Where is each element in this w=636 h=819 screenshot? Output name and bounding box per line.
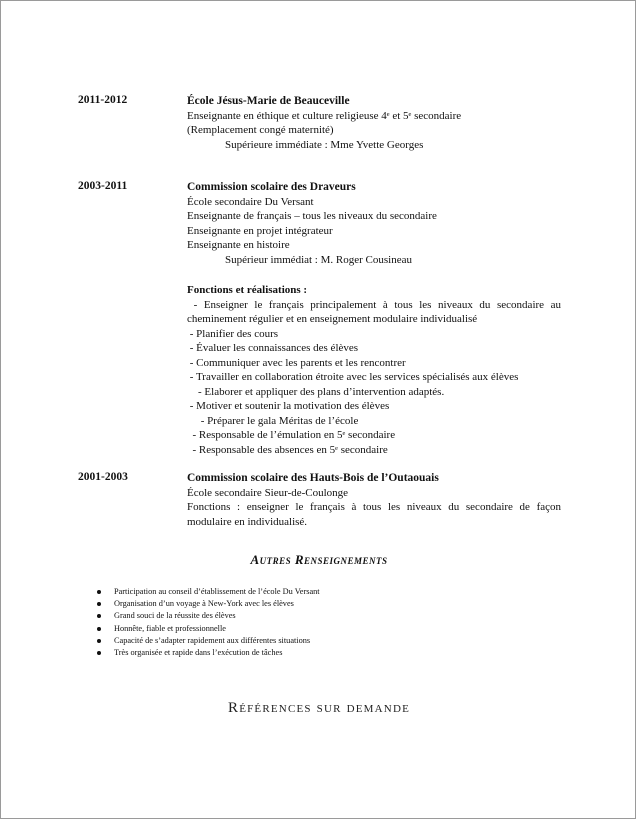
function-item: - Communiquer avec les parents et les rencontrer bbox=[187, 356, 406, 369]
function-item: - Travailler en collaboration étroite avec les services spécialisés aux élèves bbox=[187, 371, 519, 383]
experience-line: École secondaire Du Versant bbox=[187, 195, 314, 208]
experience-organization: Commission scolaire des Hauts-Bois de l’Outaouais bbox=[187, 472, 439, 484]
experience-organization: École Jésus-Marie de Beauceville bbox=[187, 95, 350, 107]
function-item: - Motiver et soutenir la motivation des élèves bbox=[187, 400, 390, 412]
experience-supervisor: Supérieure immédiate : Mme Yvette Georges bbox=[225, 138, 424, 151]
function-item: - Planifier des cours bbox=[187, 327, 279, 340]
section-title-other-info: Autres Renseignements bbox=[250, 552, 388, 567]
experience-years: 2003-2011 bbox=[78, 180, 128, 192]
experience-years: 2011-2012 bbox=[78, 94, 128, 106]
bullet-icon bbox=[97, 627, 101, 631]
bullet-icon bbox=[97, 602, 101, 606]
function-item: - Responsable des absences en 5ᵉ secondaire bbox=[187, 443, 388, 456]
experience-line: Enseignante en projet intégrateur bbox=[187, 224, 333, 237]
experience-line: Enseignante en éthique et culture religieuse 4ᵉ et 5ᵉ secondaire bbox=[187, 109, 462, 122]
function-item: - Préparer le gala Méritas de l’école bbox=[187, 414, 359, 427]
list-item: Très organisée et rapide dans l’exécution de tâches bbox=[97, 647, 320, 659]
experience-supervisor: Supérieur immédiat : M. Roger Cousineau bbox=[225, 253, 412, 266]
bullet-icon bbox=[97, 614, 101, 618]
function-item: - Elaborer et appliquer des plans d’intervention adaptés. bbox=[187, 385, 445, 398]
experience-organization: Commission scolaire des Draveurs bbox=[187, 181, 356, 193]
list-item: Participation au conseil d’établissement de l’école Du Versant bbox=[97, 586, 320, 598]
references-note: Références sur demande bbox=[227, 700, 411, 716]
experience-line: Enseignante de français – tous les niveaux du secondaire bbox=[187, 210, 437, 222]
list-item: Honnête, fiable et professionnelle bbox=[97, 623, 320, 635]
function-item: - Responsable de l’émulation en 5ᵉ secondaire bbox=[187, 429, 396, 441]
bullet-icon bbox=[97, 651, 101, 655]
other-info-list bbox=[97, 586, 320, 659]
bullet-icon bbox=[97, 590, 101, 594]
experience-line: (Remplacement congé maternité) bbox=[187, 124, 334, 136]
experience-line: Enseignante en histoire bbox=[187, 239, 290, 251]
functions-title: Fonctions et réalisations : bbox=[187, 284, 308, 296]
list-item: Organisation d’un voyage à New-York avec les élèves bbox=[97, 598, 320, 610]
experience-years: 2001-2003 bbox=[78, 471, 128, 483]
function-item: - Enseigner le français principalement à tous les niveaux du secondaire au cheminement régulier et en enseignement modulaire individualisé bbox=[187, 298, 564, 325]
experience-line: Fonctions : enseigner le français à tous les niveaux du secondaire de façon modulaire en individualisé. bbox=[187, 501, 561, 528]
function-item: - Évaluer les connaissances des élèves bbox=[187, 342, 359, 354]
list-item: Capacité de s’adapter rapidement aux différentes situations bbox=[97, 635, 320, 647]
experience-line: École secondaire Sieur-de-Coulonge bbox=[187, 486, 349, 499]
bullet-icon bbox=[97, 639, 101, 643]
list-item: Grand souci de la réussite des élèves bbox=[97, 610, 320, 622]
